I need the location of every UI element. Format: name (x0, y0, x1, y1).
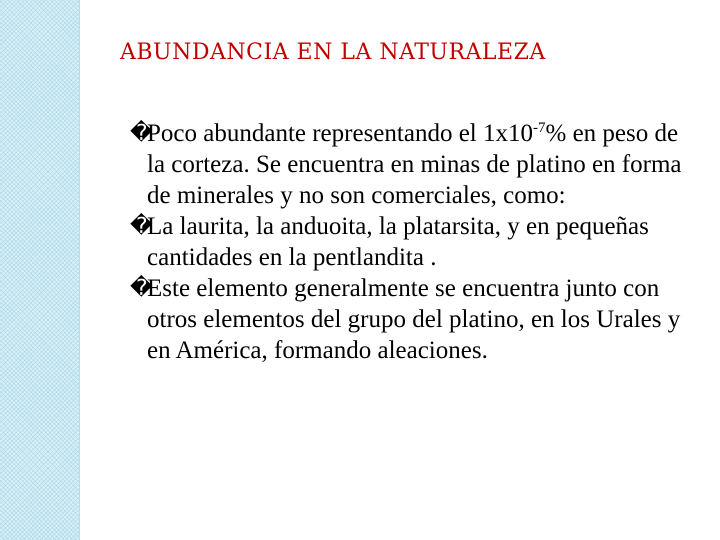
decorative-side-band (0, 0, 79, 540)
bullet-text: Este elemento generalmente se encuentra junto con otros elementos del grupo del platino, en los Urales y en América, formando aleaciones. (147, 275, 681, 364)
bullet-text-before: Poco abundante representando el 1x10 (147, 120, 533, 147)
bullet-text: La laurita, la anduoita, la platarsita, y en pequeñas cantidades en la pentlandita . (147, 213, 649, 271)
bullet-item (130, 273, 700, 366)
bullet-icon: � (130, 121, 153, 146)
bullet-item (130, 118, 700, 211)
bullet-item (130, 211, 700, 273)
slide-body (130, 118, 700, 366)
bullet-icon: � (130, 276, 153, 301)
slide-title: ABUNDANCIA EN LA NATURALEZA (120, 40, 546, 65)
side-divider (79, 0, 80, 540)
bullet-superscript: -7 (533, 120, 546, 136)
bullet-text-after: % en peso de la corteza. Se encuentra en minas de platino en forma de minerales y no son comerciales, como: (147, 120, 682, 209)
bullet-icon: � (130, 214, 153, 239)
